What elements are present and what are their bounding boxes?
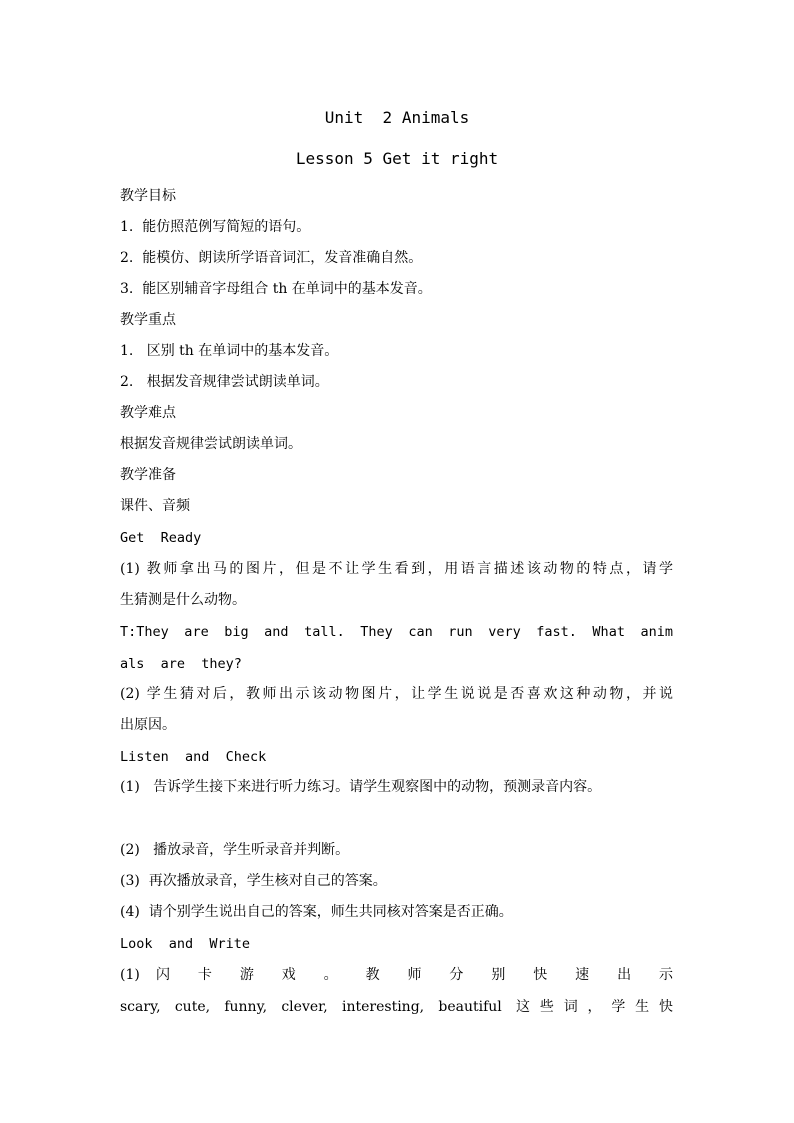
get-ready-step-2-cont: 出原因。: [120, 717, 176, 733]
key-point-2: 2. 根据发音规律尝试朗读单词。: [120, 374, 329, 390]
section-heading-difficulties: 教学难点: [120, 405, 176, 421]
listen-step-1: (1) 告诉学生接下来进行听力练习。请学生观察图中的动物，预测录音内容。: [120, 779, 602, 795]
difficulty-text: 根据发音规律尝试朗读单词。: [120, 436, 302, 452]
section-get-ready: Get Ready: [120, 530, 202, 546]
listen-step-3: (3) 再次播放录音，学生核对自己的答案。: [120, 873, 387, 889]
write-step-1: (1) 闪 卡 游 戏 。 教 师 分 别 快 速 出 示: [120, 967, 673, 983]
lesson-title: Lesson 5 Get it right: [295, 149, 499, 168]
section-heading-key-points: 教学重点: [120, 312, 176, 328]
section-heading-preparation: 教学准备: [120, 467, 176, 483]
objective-1: 1. 能仿照范例写简短的语句。: [120, 219, 311, 235]
listen-step-2: (2) 播放录音，学生听录音并判断。: [120, 842, 350, 858]
objective-3: 3. 能区别辅音字母组合 th 在单词中的基本发音。: [120, 281, 432, 297]
write-step-1-cont: scary, cute, funny, clever, interesting, beautiful 这些词，学生快: [120, 999, 673, 1015]
key-point-1: 1. 区别 th 在单词中的基本发音。: [120, 343, 339, 359]
get-ready-step-1: (1) 教师拿出马的图片，但是不让学生看到，用语言描述该动物的特点，请学: [120, 561, 673, 577]
preparation-text: 课件、音频: [120, 498, 190, 514]
objective-2: 2. 能模仿、朗读所学语音词汇，发音准确自然。: [120, 250, 423, 266]
get-ready-step-2: (2) 学生猜对后，教师出示该动物图片，让学生说说是否喜欢这种动物，并说: [120, 686, 673, 702]
teacher-speech-cont: als are they?: [120, 656, 242, 672]
teacher-speech: T:They are big and tall. They can run very fast. What anim: [120, 624, 673, 640]
section-listen-and-check: Listen and Check: [120, 749, 267, 765]
section-heading-objectives: 教学目标: [120, 188, 176, 204]
unit-title: Unit 2 Animals: [324, 108, 470, 127]
get-ready-step-1-cont: 生猜测是什么动物。: [120, 592, 246, 608]
listen-step-4: (4) 请个别学生说出自己的答案，师生共同核对答案是否正确。: [120, 904, 513, 920]
section-look-and-write: Look and Write: [120, 936, 251, 952]
